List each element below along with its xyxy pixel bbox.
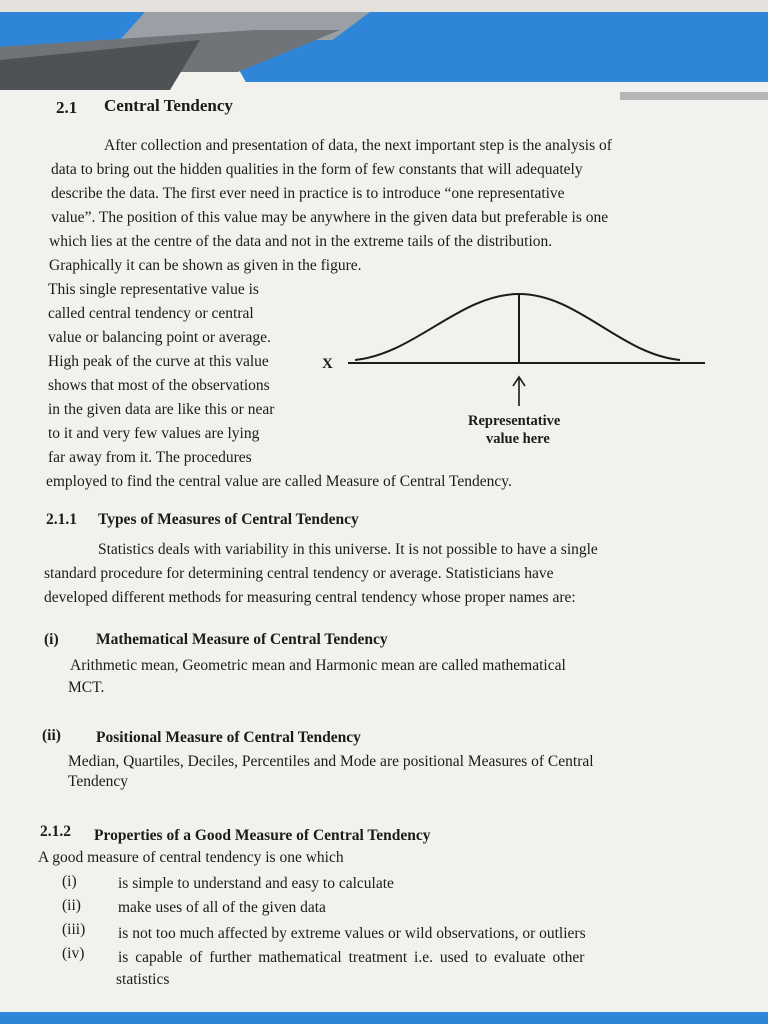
paragraph-line: describe the data. The first ever need in practice is to introduce “one representative xyxy=(51,185,565,202)
paragraph-line: Graphically it can be shown as given in the figure. xyxy=(49,257,362,274)
list-marker: (iii) xyxy=(62,921,86,938)
list-item-body: Tendency xyxy=(68,773,129,790)
paragraph-line: employed to find the central value are called Measure of Central Tendency. xyxy=(46,473,512,490)
figure-caption-line: value here xyxy=(486,431,550,447)
paragraph-line: Statistics deals with variability in this universe. It is not possible to have a single xyxy=(98,541,598,558)
list-item-text: is not too much affected by extreme values or wild observations, or outliers xyxy=(118,925,586,942)
section-number: 2.1.2 xyxy=(40,823,71,840)
list-marker: (i) xyxy=(62,873,77,890)
section-number: 2.1 xyxy=(56,98,78,117)
list-marker: (iv) xyxy=(62,945,85,962)
paragraph-line: After collection and presentation of data, the next important step is the analysis of xyxy=(104,137,612,154)
list-item-title: Mathematical Measure of Central Tendency xyxy=(96,631,388,648)
banner-rule xyxy=(620,92,768,100)
section-title: Types of Measures of Central Tendency xyxy=(98,511,359,528)
paragraph-line: data to bring out the hidden qualities in the form of few constants that will adequately xyxy=(51,161,583,178)
list-item-text: is capable of further mathematical treatment i.e. used to evaluate other xyxy=(118,949,585,966)
paragraph-line: High peak of the curve at this value xyxy=(48,353,269,370)
paragraph-line: shows that most of the observations xyxy=(48,377,270,394)
paragraph-line: called central tendency or central xyxy=(48,305,254,322)
bell-curve xyxy=(355,294,680,360)
paragraph-line: This single representative value is xyxy=(48,281,259,298)
section-title: Properties of a Good Measure of Central Tendency xyxy=(94,827,431,844)
list-marker: (ii) xyxy=(42,727,61,744)
paragraph-line: far away from it. The procedures xyxy=(48,449,252,466)
section-number: 2.1.1 xyxy=(46,511,77,528)
section-title: Central Tendency xyxy=(104,96,233,115)
paragraph-line: developed different methods for measuring central tendency whose proper names are: xyxy=(44,589,576,606)
list-item-body: Arithmetic mean, Geometric mean and Harmonic mean are called mathematical xyxy=(70,657,566,674)
paragraph-line: value or balancing point or average. xyxy=(48,329,271,346)
list-item-text: make uses of all of the given data xyxy=(118,899,326,916)
list-item-body: MCT. xyxy=(68,679,105,696)
paragraph-line: A good measure of central tendency is one which xyxy=(38,849,344,866)
list-item-body: Median, Quartiles, Deciles, Percentiles and Mode are positional Measures of Central xyxy=(68,753,594,770)
list-marker: (i) xyxy=(44,631,59,648)
figure-caption-line: Representative xyxy=(468,413,561,429)
banner-strip xyxy=(0,0,768,12)
footer-band xyxy=(0,1012,768,1024)
paragraph-line: value”. The position of this value may be anywhere in the given data but preferable is one xyxy=(51,209,609,226)
list-item-text: is simple to understand and easy to calculate xyxy=(118,875,394,892)
paragraph-line: in the given data are like this or near xyxy=(48,401,275,418)
list-item-title: Positional Measure of Central Tendency xyxy=(96,729,361,746)
paragraph-line: which lies at the centre of the data and not in the extreme tails of the distribution. xyxy=(49,233,553,250)
x-axis-label: X xyxy=(322,356,333,372)
list-marker: (ii) xyxy=(62,897,81,914)
list-item-continuation: statistics xyxy=(116,971,170,988)
paragraph-line: standard procedure for determining central tendency or average. Statisticians have xyxy=(44,565,554,582)
paragraph-line: to it and very few values are lying xyxy=(48,425,260,442)
